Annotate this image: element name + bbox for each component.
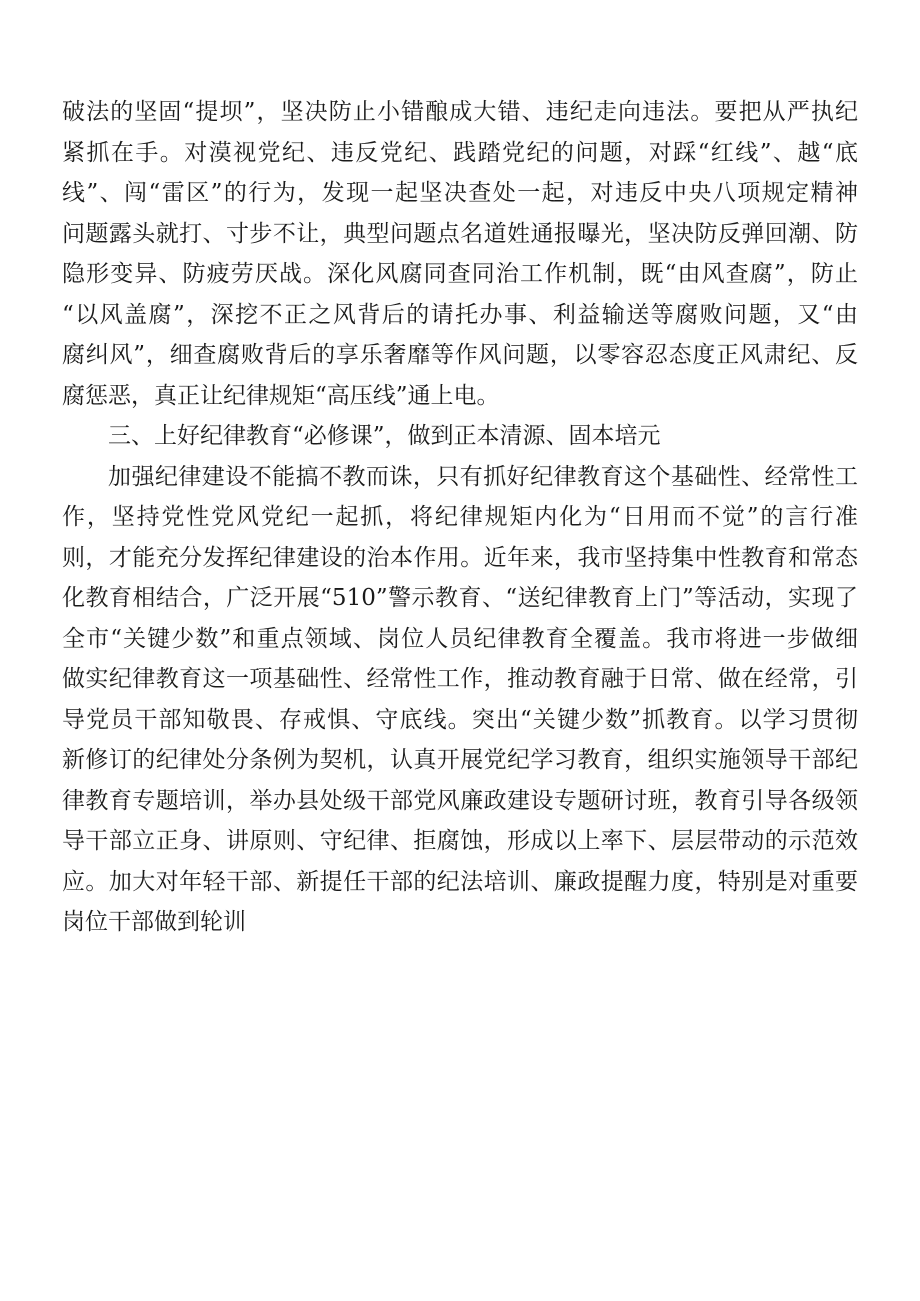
text-line: 化教育相结合，广泛开展“510”警示教育、“送纪律教育上门”等活动，实现了	[62, 585, 858, 611]
text-line: 紧抓在手。对漠视党纪、违反党纪、践踏党纪的问题，对踩“红线”、越“底	[62, 139, 858, 166]
text-line: 全市“关键少数”和重点领域、岗位人员纪律教育全覆盖。我市将进一步做细	[62, 625, 858, 652]
text-line: 线”、闯“雷区”的行为，发现一起坚决查处一起，对违反中央八项规定精神	[62, 180, 858, 206]
paragraph-main	[62, 457, 858, 943]
text-line: 作，坚持党性党风党纪一起抓，将纪律规矩内化为“日用而不觉”的言行准	[62, 504, 858, 530]
text-line: 隐形变异、防疲劳厌战。深化风腐同查同治工作机制，既“由风查腐”，防止	[62, 261, 858, 287]
text-line: 腐纠风”，细查腐败背后的享乐奢靡等作风问题，以零容忍态度正风肃纪、反	[62, 342, 858, 368]
text-line: 新修订的纪律处分条例为契机，认真开展党纪学习教育，组织实施领导干部纪	[62, 747, 858, 773]
text-line: 应。加大对年轻干部、新提任干部的纪法培训、廉政提醒力度，特别是对重要	[62, 868, 858, 895]
section-heading: 三、上好纪律教育“必修课”，做到正本清源、固本培元	[108, 423, 661, 449]
document-body	[62, 92, 858, 943]
text-line: 问题露头就打、寸步不让，典型问题点名道姓通报曝光，坚决防反弹回潮、防	[62, 220, 858, 247]
text-line: 做实纪律教育这一项基础性、经常性工作，推动教育融于日常、做在经常，引	[62, 666, 858, 692]
text-line: 导干部立正身、讲原则、守纪律、拒腐蚀，形成以上率下、层层带动的示范效	[62, 828, 858, 854]
text-line: 腐惩恶，真正让纪律规矩“高压线”通上电。	[62, 382, 500, 409]
text-line: 则，才能充分发挥纪律建设的治本作用。近年来，我市坚持集中性教育和常态	[62, 544, 858, 571]
paragraph-continuation	[62, 92, 858, 416]
text-line: 破法的坚固“提坝”，坚决防止小错酿成大错、违纪走向违法。要把从严执纪	[62, 99, 858, 125]
text-line: 律教育专题培训，举办县处级干部党风廉政建设专题研讨班，教育引导各级领	[62, 787, 858, 814]
text-line: “以风盖腐”，深挖不正之风背后的请托办事、利益输送等腐败问题，又“由	[62, 301, 858, 328]
text-line: 加强纪律建设不能搞不教而诛，只有抓好纪律教育这个基础性、经常性工	[108, 463, 858, 490]
text-line: 导党员干部知敬畏、存戒惧、守底线。突出“关键少数”抓教育。以学习贯彻	[62, 706, 858, 733]
text-line: 岗位干部做到轮训	[62, 909, 246, 935]
